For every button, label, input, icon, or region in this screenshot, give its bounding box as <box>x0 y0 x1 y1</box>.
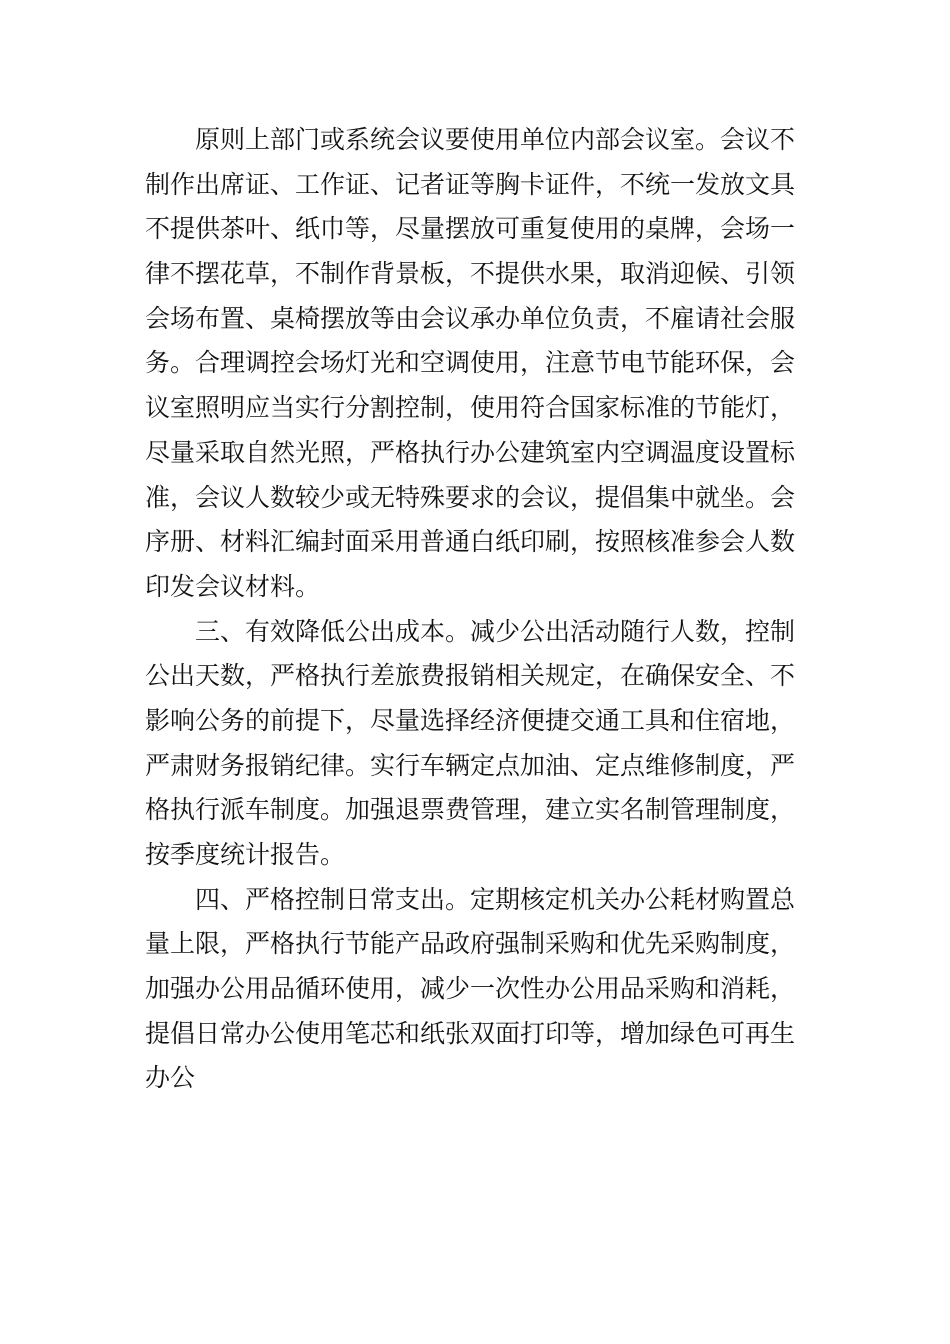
paragraph-line: 律不摆花草，不制作背景板，不提供水果，取消迎候、引领 <box>145 259 796 289</box>
paragraph-line: 会场布置、桌椅摆放等由会议承办单位负责，不雇请社会服 <box>145 303 796 333</box>
paragraph-line: 影响公务的前提下，尽量选择经济便捷交通工具和住宿地， <box>145 705 796 735</box>
paragraph-line: 不提供茶叶、纸巾等，尽量摆放可重复使用的桌牌，会场一 <box>145 214 796 244</box>
paragraph-line: 严肃财务报销纪律。实行车辆定点加油、定点维修制度，严 <box>145 750 796 780</box>
paragraph-line: 印发会议材料。 <box>145 571 321 601</box>
paragraph-line: 提倡日常办公使用笔芯和纸张双面打印等，增加绿色可再生 <box>145 1018 796 1048</box>
paragraph-line: 四、严格控制日常支出。定期核定机关办公耗材购置总 <box>195 884 796 914</box>
paragraph-line: 格执行派车制度。加强退票费管理，建立实名制管理制度， <box>145 795 796 825</box>
paragraph-line: 原则上部门或系统会议要使用单位内部会议室。会议不 <box>195 125 796 154</box>
paragraph-line: 加强办公用品循环使用，减少一次性办公用品采购和消耗， <box>145 974 796 1004</box>
body-text <box>145 118 815 1101</box>
paragraph-line: 办公 <box>145 1063 196 1093</box>
paragraph-line: 尽量采取自然光照，严格执行办公建筑室内空调温度设置标 <box>145 437 796 467</box>
paragraph-line: 务。合理调控会场灯光和空调使用，注意节电节能环保，会 <box>145 348 796 378</box>
paragraph-line: 公出天数，严格执行差旅费报销相关规定，在确保安全、不 <box>145 661 796 691</box>
paragraph-line: 制作出席证、工作证、记者证等胸卡证件，不统一发放文具 <box>145 169 796 199</box>
paragraph-line: 序册、材料汇编封面采用普通白纸印刷，按照核准参会人数 <box>145 527 796 557</box>
paragraph-line: 三、有效降低公出成本。减少公出活动随行人数，控制 <box>195 616 796 646</box>
paragraph-line: 按季度统计报告。 <box>145 840 346 869</box>
paragraph-line: 议室照明应当实行分割控制，使用符合国家标准的节能灯， <box>145 393 796 423</box>
paragraph-line: 准，会议人数较少或无特殊要求的会议，提倡集中就坐。会 <box>145 482 796 512</box>
paragraph-line: 量上限，严格执行节能产品政府强制采购和优先采购制度， <box>145 929 796 959</box>
